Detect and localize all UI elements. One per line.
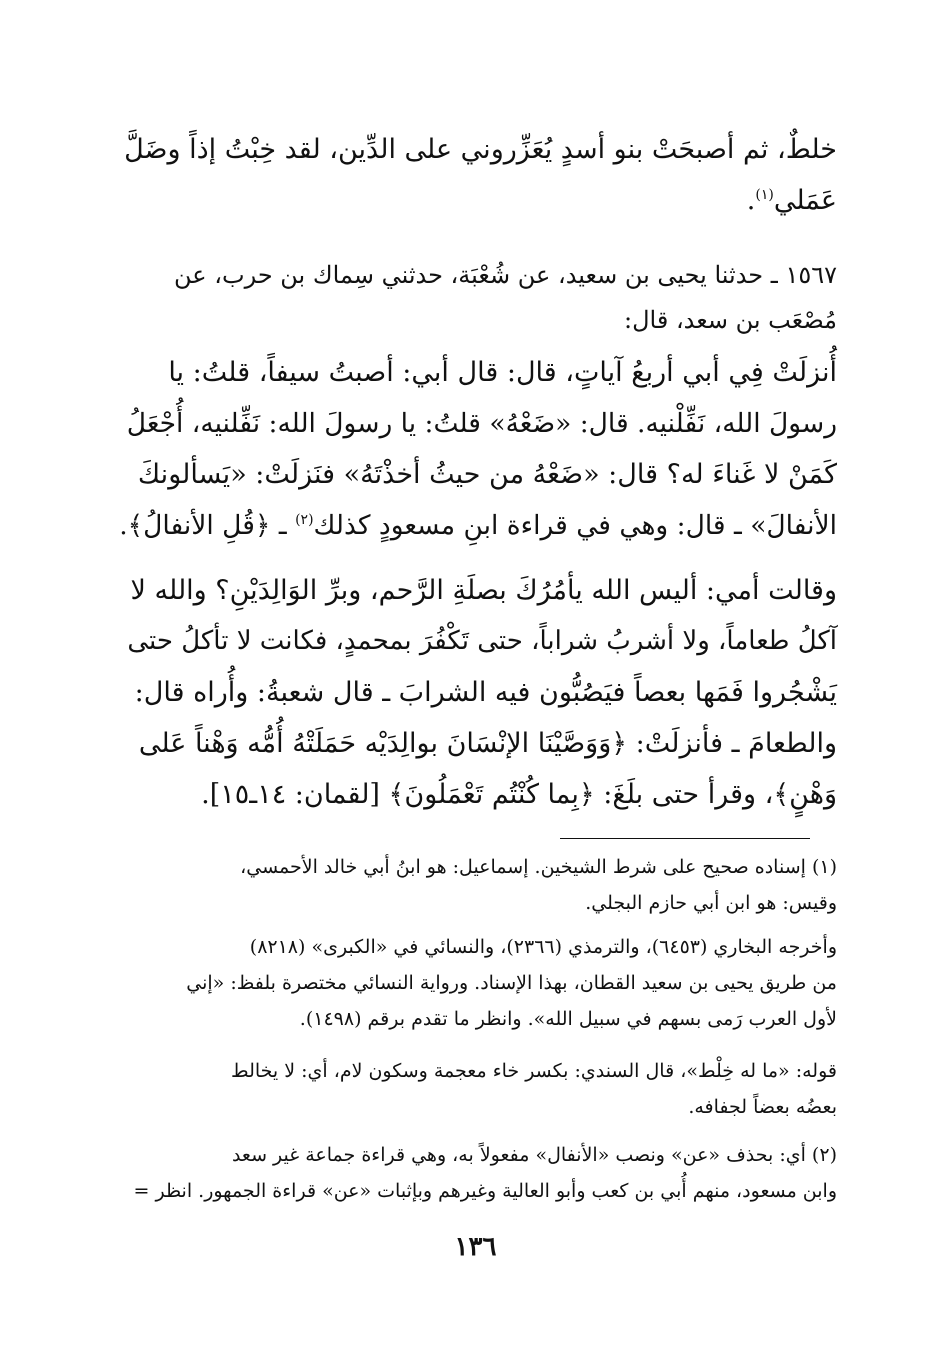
- text-fragment: .: [746, 185, 756, 216]
- text-line: مُصْعَب بن سعد، قال:: [624, 306, 837, 334]
- text-line: وَهْنٍ﴾، وقرأ حتى بلَغَ: ﴿بِما كُنْتُم تَعْمَلُونَ﴾ [لقمان: ١٤ـ١٥].: [201, 779, 837, 810]
- text-line: رسولَ الله، نَفِّلْنيه. قال: «ضَعْهُ» قلتُ: يا رسولَ الله: نَفِّلنيه، أُجْعَلُ: [126, 408, 837, 439]
- text-line: والطعامَ ـ فأنزلَتْ: ﴿وَوَصَّيْنَا الإنْسَانَ بوالِدَيْه حَمَلَتْهُ أُمُّه وَهْناً عَلى: [138, 728, 837, 759]
- footnote: [115, 849, 837, 921]
- footnote-marker: (٢): [295, 512, 314, 529]
- footnote: [115, 1137, 837, 1209]
- footnote-line: قوله: «ما له خِلْط»، قال السندي: بكسر خاء معجمة وسكون لام، أي: لا يخالط: [231, 1060, 837, 1082]
- text-line: [115, 500, 837, 551]
- footnote-line: وأخرجه البخاري (٦٤٥٣)، والترمذي (٢٣٦٦)، والنسائي في «الكبرى» (٨٢١٨): [249, 936, 837, 958]
- footnote-line: من طريق يحيى بن سعيد القطان، بهذا الإسناد. ورواية النسائي مختصرة بلفظ: «إني: [186, 972, 837, 994]
- text-line: [115, 175, 837, 226]
- text-fragment: ـ ﴿قُلِ الأنفالُ﴾.: [119, 510, 287, 541]
- footnote-separator: [560, 838, 810, 839]
- footnote-line: بعضُه بعضاً لجفافه.: [688, 1096, 837, 1118]
- footnote-line: (١) إسناده صحيح على شرط الشيخين. إسماعيل: هو ابنُ أبي خالد الأحمسي،: [240, 856, 837, 878]
- footnote-line: وقيس: هو ابن أبي حازم البجلي.: [585, 892, 837, 914]
- text-line: كَمَنْ لا غَناءَ له؟ قال: «ضَعْهُ من حيثُ أخذْتَهُ» فنَزلَتْ: «يَسألونكَ: [137, 459, 837, 490]
- text-line: وقالت أمي: أليس الله يأمُرُكَ بصلَةِ الرَّحم، وبرِّ الوَالِدَيْنِ؟ والله لا: [130, 575, 837, 606]
- footnote-marker: (١): [755, 187, 774, 203]
- footnote: [115, 1053, 837, 1125]
- hadith-paragraph: [115, 347, 837, 551]
- text-fragment: الأنفالَ» ـ قال: وهي في قراءة ابنِ مسعودٍ كذلك: [313, 510, 837, 541]
- text-line: آكلُ طعاماً، ولا أشربُ شراباً، حتى تَكْفُرَ بمحمدٍ، فكانت لا تأكلُ حتى: [127, 626, 837, 656]
- footnote-line: وابن مسعود، منهم أُبي بن كعب وأبو العالية وغيرهم وبإثبات «عن» قراءة الجمهور. انظر =: [133, 1180, 837, 1202]
- footnote-line: لأول العرب رَمى بسهم في سبيل الله». وانظر ما تقدم برقم (١٤٩٨).: [299, 1008, 837, 1030]
- hadith-header: [115, 253, 837, 343]
- text-line: خلطٌ، ثم أصبحَتْ بنو أسدٍ يُعَزِّروني على الدِّين، لقد خِبْتُ إذاً وضَلَّ: [124, 134, 837, 165]
- text-fragment: عَمَلي: [773, 185, 837, 216]
- text-line: أُنزلَتْ فِي أبي أربعُ آياتٍ، قال: قال أبي: أصبتُ سيفاً، قلتُ: يا: [168, 357, 837, 388]
- text-line: يَشْجُروا فَمَها بعصاً فيَصُبُّون فيه الشرابَ ـ قال شعبةُ: وأُراه قال:: [134, 677, 837, 708]
- hadith-paragraph: [115, 565, 837, 820]
- footnote-line: (٢) أي: بحذف «عن» ونصب «الأنفال» مفعولاً به، وهي قراءة جماعة غير سعد: [231, 1144, 837, 1166]
- page-number: ١٣٦: [454, 1232, 497, 1262]
- text-line: ١٥٦٧ ـ حدثنا يحيى بن سعيد، عن شُعْبَة، حدثني سِماك بن حرب، عن: [174, 261, 837, 289]
- footnote: [115, 929, 837, 1037]
- paragraph-continuation: [115, 124, 837, 226]
